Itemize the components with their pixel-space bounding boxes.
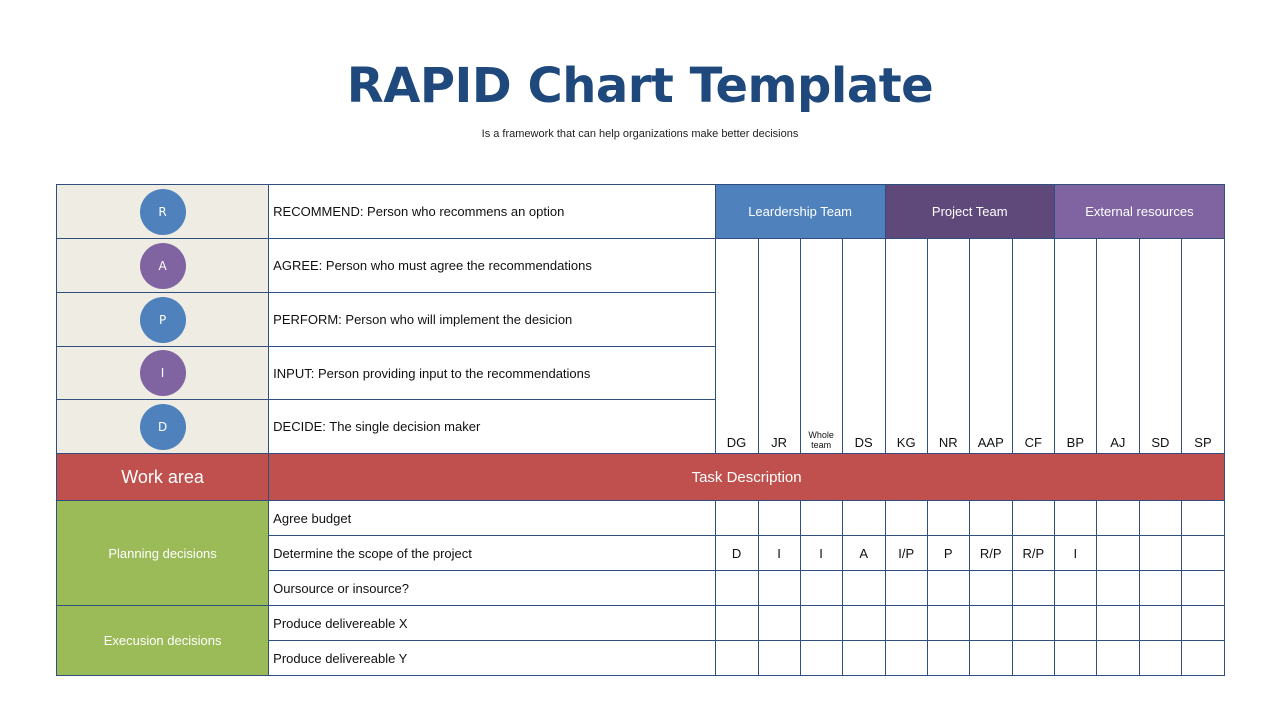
task-cell	[842, 571, 885, 606]
task-cell	[969, 571, 1012, 606]
role-definition: DECIDE: The single decision maker	[269, 400, 715, 454]
task-cell	[800, 571, 842, 606]
task-cell	[715, 571, 758, 606]
task-cell	[927, 641, 969, 676]
task-cell	[927, 501, 969, 536]
task-cell	[715, 641, 758, 676]
role-definition: INPUT: Person providing input to the recommendations	[269, 347, 715, 400]
task-cell	[800, 606, 842, 641]
task-cell	[885, 606, 927, 641]
page-title: RAPID Chart Template	[346, 58, 934, 114]
agree-circle-icon: A	[140, 243, 186, 289]
task-cell	[1012, 606, 1054, 641]
page-subtitle: Is a framework that can help organizations make better decisions	[481, 128, 799, 140]
task-cell	[1096, 571, 1139, 606]
task-cell	[758, 501, 800, 536]
task-cell	[758, 606, 800, 641]
task-description-header: Task Description	[269, 454, 1225, 501]
role-icon-cell	[57, 347, 269, 400]
task-cell	[1139, 571, 1181, 606]
recommend-circle-icon: R	[140, 189, 186, 235]
task-cell	[1054, 606, 1096, 641]
task-cell	[800, 641, 842, 676]
task-cell	[1054, 501, 1096, 536]
role-icon-cell	[57, 293, 269, 347]
person-header: SD	[1139, 239, 1181, 454]
task-cell	[1181, 501, 1224, 536]
person-header: AAP	[969, 239, 1012, 454]
task-name: Agree budget	[269, 501, 715, 536]
task-cell	[1054, 571, 1096, 606]
task-cell: A	[842, 536, 885, 571]
role-definition: PERFORM: Person who will implement the desicion	[269, 293, 715, 347]
person-header: AJ	[1096, 239, 1139, 454]
perform-circle-icon: P	[140, 297, 186, 343]
role-row-recommend	[57, 185, 1225, 239]
person-header: SP	[1181, 239, 1224, 454]
person-header: CF	[1012, 239, 1054, 454]
role-definition: RECOMMEND: Person who recommens an option	[269, 185, 715, 239]
task-cell: R/P	[969, 536, 1012, 571]
task-cell: I	[1054, 536, 1096, 571]
header-band-row	[57, 454, 1225, 501]
task-cell	[1139, 606, 1181, 641]
task-cell	[1096, 606, 1139, 641]
task-cell	[1139, 501, 1181, 536]
task-cell	[1054, 641, 1096, 676]
work-area-header: Work area	[57, 454, 269, 501]
task-row	[57, 501, 1225, 536]
task-cell: I/P	[885, 536, 927, 571]
task-cell	[885, 501, 927, 536]
task-cell: R/P	[1012, 536, 1054, 571]
group-external-resources: External resources	[1054, 185, 1224, 239]
task-cell	[1012, 571, 1054, 606]
task-cell	[885, 641, 927, 676]
group-project-team: Project Team	[885, 185, 1054, 239]
person-header: KG	[885, 239, 927, 454]
person-header: DG	[715, 239, 758, 454]
role-row-agree	[57, 239, 1225, 293]
decide-circle-icon: D	[140, 404, 186, 450]
task-cell	[800, 501, 842, 536]
task-cell	[1181, 536, 1224, 571]
group-leadership-team: Leardership Team	[715, 185, 885, 239]
person-header: BP	[1054, 239, 1096, 454]
task-cell	[842, 641, 885, 676]
task-cell	[842, 501, 885, 536]
task-cell	[969, 501, 1012, 536]
task-name: Produce delivereable Y	[269, 641, 715, 676]
task-cell	[1139, 536, 1181, 571]
person-header: JR	[758, 239, 800, 454]
task-cell: P	[927, 536, 969, 571]
task-cell	[758, 571, 800, 606]
task-cell	[969, 606, 1012, 641]
task-cell	[715, 501, 758, 536]
rapid-table	[56, 184, 1225, 676]
input-circle-icon: I	[140, 350, 186, 396]
task-cell	[1012, 501, 1054, 536]
task-cell: I	[758, 536, 800, 571]
person-header: Whole team	[800, 239, 842, 454]
task-name: Produce delivereable X	[269, 606, 715, 641]
task-name: Oursource or insource?	[269, 571, 715, 606]
task-cell	[1181, 606, 1224, 641]
role-definition: AGREE: Person who must agree the recommendations	[269, 239, 715, 293]
task-cell	[927, 606, 969, 641]
task-cell	[842, 606, 885, 641]
role-icon-cell	[57, 185, 269, 239]
task-cell	[969, 641, 1012, 676]
task-cell	[715, 606, 758, 641]
task-cell	[1139, 641, 1181, 676]
role-icon-cell	[57, 400, 269, 454]
task-cell	[758, 641, 800, 676]
person-header: DS	[842, 239, 885, 454]
person-header: NR	[927, 239, 969, 454]
task-cell	[1096, 641, 1139, 676]
task-cell	[927, 571, 969, 606]
task-cell	[1181, 571, 1224, 606]
task-name: Determine the scope of the project	[269, 536, 715, 571]
task-cell	[1096, 501, 1139, 536]
task-cell: D	[715, 536, 758, 571]
task-cell	[1096, 536, 1139, 571]
task-cell	[1181, 641, 1224, 676]
work-area-execution: Execusion decisions	[57, 606, 269, 676]
role-icon-cell	[57, 239, 269, 293]
task-cell	[885, 571, 927, 606]
work-area-planning: Planning decisions	[57, 501, 269, 606]
task-row	[57, 606, 1225, 641]
task-cell	[1012, 641, 1054, 676]
task-cell: I	[800, 536, 842, 571]
